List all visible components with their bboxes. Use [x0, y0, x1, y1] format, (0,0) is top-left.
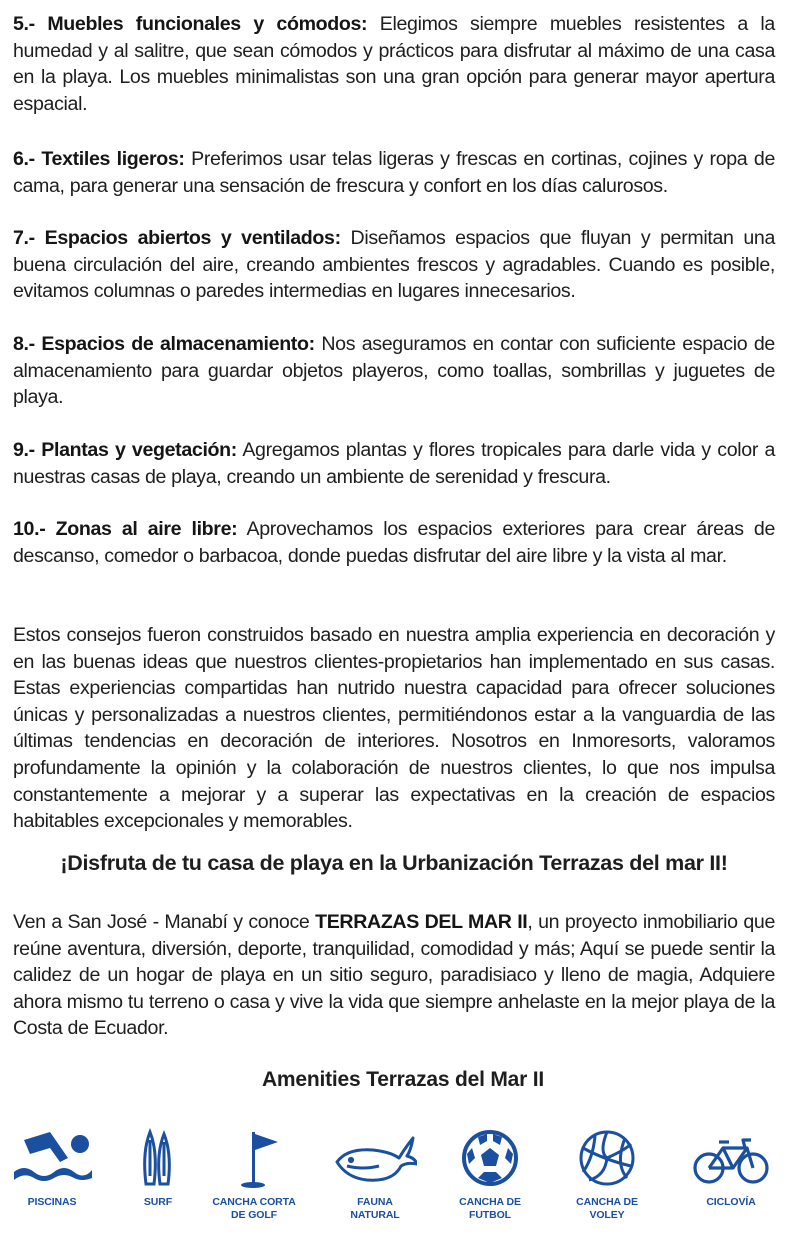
cta-text-after: , un proyecto inmobiliario que reúne aventura, diversión, deporte, tranquilidad, comodidad y más; Aquí se puede sentir la calidez de un hogar de playa en un sitio seguro, paradisiaco y lleno de magia, Adquiere ahora mismo tu terreno o casa y vive la vida que siempre anhelaste en la mejor playa de la Costa de Ecuador. — [13, 911, 775, 1040]
amenity-label: CANCHA CORTA DE GOLF — [212, 1196, 296, 1221]
tip-9 — [13, 437, 775, 490]
soccer-ball-icon — [448, 1128, 532, 1190]
tip-title: 5.- Muebles funcionales y cómodos: — [13, 13, 368, 35]
tip-text: Preferimos usar telas ligeras y frescas en cortinas, cojines y ropa de cama, para generar una sensación de frescura y confort en los días calurosos. — [13, 148, 775, 197]
tip-text: Aprovechamos los espacios exteriores para crear áreas de descanso, comedor o barbacoa, donde puedas disfrutar del aire libre y la vista al mar. — [13, 518, 775, 567]
tip-text: Nos aseguramos en contar con suficiente espacio de almacenamiento para guardar objetos playeros, como toallas, sombrillas y juguetes de playa. — [13, 333, 775, 409]
tip-title: 9.- Plantas y vegetación: — [13, 439, 237, 461]
amenity-label: CANCHA DE VOLEY — [576, 1196, 638, 1221]
amenity-bike — [676, 1128, 786, 1209]
amenity-fauna — [320, 1128, 430, 1221]
tip-title: 7.- Espacios abiertos y ventilados: — [13, 227, 341, 249]
amenity-surf — [103, 1128, 213, 1209]
surfboard-icon — [116, 1128, 200, 1190]
closing-paragraph: Estos consejos fueron construidos basado en nuestra amplia experiencia en decoración y en las buenas ideas que nuestros clientes-propietarios han implementado en sus casas. Estas experiencias compartidas han nutrido nuestra capacidad para ofrecer soluciones únicas y personalizadas a nuestros clientes, permitiéndonos estar a la vanguardia de las últimas tendencias en decoración de interiores. Nosotros en Inmoresorts, valoramos profundamente la opinión y la colaboración de nuestros clientes, lo que nos impulsa constantemente a mejorar y a superar las expectativas en la creación de espacios habitables excepcionales y memorables. — [13, 624, 775, 833]
tip-text: Diseñamos espacios que fluyan y permitan una buena circulación del aire, creando ambientes frescos y agradables. Cuando es posible, evitamos columnas o paredes intermedias en lugares innecesarios. — [13, 227, 775, 303]
amenity-golf — [199, 1128, 309, 1221]
tip-title: 8.- Espacios de almacenamiento: — [13, 333, 315, 355]
bicycle-icon — [689, 1128, 773, 1190]
cta-heading: ¡Disfruta de tu casa de playa en la Urbanización Terrazas del mar II! — [60, 851, 728, 875]
amenities-title: Amenities Terrazas del Mar II — [261, 1068, 545, 1091]
project-name: TERRAZAS DEL MAR II — [315, 911, 528, 933]
tip-title: 6.- Textiles ligeros: — [13, 148, 185, 170]
tip-title: 10.- Zonas al aire libre: — [13, 518, 238, 540]
tip-7 — [13, 225, 775, 305]
amenity-label: FAUNA NATURAL — [350, 1196, 400, 1221]
tip-8 — [13, 331, 775, 411]
tip-6 — [13, 146, 775, 199]
amenity-label: CICLOVÍA — [706, 1196, 756, 1208]
tip-text: Elegimos siempre muebles resistentes a la humedad y al salitre, que sean cómodos y prácticos para disfrutar al máximo de una casa en la playa. Los muebles minimalistas son una gran opción para generar mayor apertura espacial. — [13, 13, 775, 115]
tip-10 — [13, 516, 775, 569]
amenity-label: CANCHA DE FUTBOL — [459, 1196, 521, 1221]
amenity-volley — [552, 1128, 662, 1221]
whale-icon — [333, 1128, 417, 1190]
tip-text: Agregamos plantas y flores tropicales para darle vida y color a nuestras casas de playa, creando un ambiente de serenidad y frescura. — [13, 439, 775, 488]
cta-paragraph — [13, 909, 775, 1042]
amenity-label: PISCINAS — [27, 1196, 77, 1208]
golf-flag-icon — [212, 1128, 296, 1190]
swimmer-icon — [10, 1128, 94, 1190]
amenity-soccer — [435, 1128, 545, 1221]
volleyball-icon — [565, 1128, 649, 1190]
cta-text-before: Ven a San José - Manabí y conoce — [13, 911, 316, 933]
amenity-label: SURF — [143, 1196, 173, 1208]
amenity-pools — [0, 1128, 107, 1209]
tip-5 — [13, 11, 775, 117]
